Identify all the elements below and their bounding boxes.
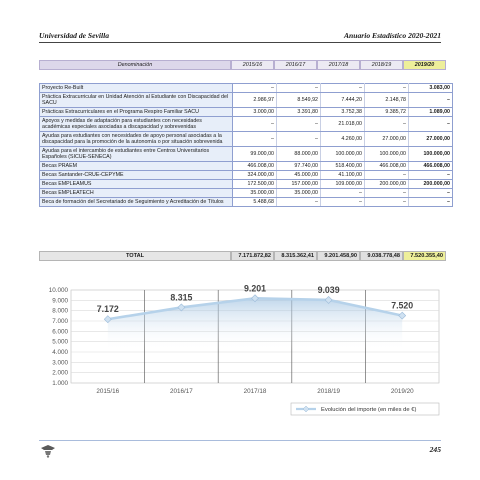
table-row [40,108,453,117]
cell-value: – [409,93,453,108]
row-label: Becas EMPLEAMUS [40,180,233,189]
data-label: 7.172 [96,304,119,315]
total-2019-20: 7.520.355,40 [403,251,446,261]
table-row [40,171,453,180]
cell-value: – [409,198,453,207]
grants-table [39,83,453,207]
y-tick-label: 6.000 [52,328,68,336]
total-2018-19: 9.038.778,48 [360,251,403,261]
cell-value: 518.400,00 [321,162,365,171]
y-tick-label: 7.000 [52,318,68,325]
cell-value: – [277,84,321,93]
cell-value: 9.385,72 [365,108,409,117]
col-header-denominacion: Denominación [39,60,231,70]
row-label: Prácticas Extracurriculares en el Programa Respiro Familiar SACU [40,108,233,117]
table-column-header [39,60,446,70]
cell-value: – [365,198,409,207]
data-label: 7.520 [391,300,414,311]
row-label: Becas EMPLEATECH [40,189,233,198]
cell-value: 100.000,00 [365,147,409,162]
total-2016-17: 8.315.362,41 [274,251,317,261]
cell-value: 100.000,00 [321,147,365,162]
total-2017-18: 9.201.458,90 [317,251,360,261]
table-row [40,198,453,207]
cell-value: 27.000,00 [409,132,453,147]
col-header-2019-20: 2019/20 [403,60,446,70]
cell-value: – [321,198,365,207]
cell-value: 466.008,00 [409,162,453,171]
cell-value: 200.000,00 [409,180,453,189]
row-label: Ayudas para estudiantes con necesidades de apoyo personal asociadas a la discapacidad para la promoción de la autonomía o por situación sobrevenida [40,132,233,147]
page-number: 245 [429,445,441,454]
table-row [40,147,453,162]
cell-value: 157.000,00 [277,180,321,189]
row-label: Beca de formación del Secretariado de Seguimiento y Acreditación de Títulos [40,198,233,207]
table-row [40,84,453,93]
x-tick-label: 2019/20 [390,388,414,395]
y-tick-label: 5.000 [52,338,68,346]
col-header-2018-19: 2018/19 [360,60,403,70]
cell-value: 35.000,00 [233,189,277,198]
data-label: 9.201 [243,283,267,294]
cell-value: – [321,189,365,198]
header-yearbook: Anuario Estadístico 2020-2021 [343,31,441,40]
table-row [40,189,453,198]
x-tick-label: 2018/19 [317,388,340,395]
cell-value: 88.000,00 [277,147,321,162]
cell-value: 109.000,00 [321,180,365,189]
y-tick-label: 1.000 [52,380,68,387]
cell-value: 99.000,00 [233,147,277,162]
legend-label: Evolución del importe (en miles de €) [321,407,417,414]
y-tick-label: 9.000 [52,297,68,305]
x-tick-label: 2015/16 [96,388,120,395]
data-label: 9.039 [317,284,340,295]
cell-value: – [365,117,409,132]
data-label: 8.315 [170,292,193,303]
col-header-2016-17: 2016/17 [274,60,317,70]
cell-value: – [233,132,277,147]
cell-value: 97.740,00 [277,162,321,171]
cell-value: – [277,132,321,147]
table-row [40,93,453,108]
cell-value: 1.089,00 [409,108,453,117]
cell-value: 4.260,00 [321,132,365,147]
evolution-chart [39,282,446,426]
x-tick-label: 2016/17 [170,388,193,395]
row-label: Práctica Extracurricular en Unidad Atención al Estudiante con Discapacidad del SACU [40,93,233,108]
table-row [40,180,453,189]
cell-value: 466.008,00 [365,162,409,171]
row-label: Becas Santander-CRUE-CEPYME [40,171,233,180]
row-label: Apoyos y medidas de adaptación para estudiantes con necesidades académicas especiales asociadas a discapacidad y sobrevenidas [40,117,233,132]
cell-value: 27.000,00 [365,132,409,147]
cell-value: 2.148,78 [365,93,409,108]
line-chart-svg [39,282,446,426]
cell-value: – [277,117,321,132]
cell-value: 7.444,20 [321,93,365,108]
y-tick-label: 2.000 [52,369,68,377]
y-tick-label: 10.000 [48,287,68,294]
cell-value: 100.000,00 [409,147,453,162]
cell-value: 172.500,00 [233,180,277,189]
cell-value: 3.752,38 [321,108,365,117]
cell-value: 35.000,00 [277,189,321,198]
cell-value: – [277,198,321,207]
table-row [40,117,453,132]
x-tick-label: 2017/18 [243,388,267,395]
cell-value: 41.100,00 [321,171,365,180]
cell-value: 45.000,00 [277,171,321,180]
total-label: TOTAL [39,251,231,261]
col-header-2017-18: 2017/18 [317,60,360,70]
cell-value: 324.000,00 [233,171,277,180]
footer-divider [39,440,441,441]
header-university: Universidad de Sevilla [39,31,110,40]
cell-value: – [233,117,277,132]
y-tick-label: 8.000 [52,307,68,315]
cell-value: – [365,189,409,198]
cell-value: – [365,84,409,93]
cell-value: 21.018,00 [321,117,365,132]
col-header-2015-16: 2015/16 [231,60,274,70]
y-tick-label: 3.000 [52,359,68,367]
table-row [40,162,453,171]
cell-value: 3.391,80 [277,108,321,117]
row-label: Ayudas para el intercambio de estudiantes entre Centros Universitarios Españoles (SICUE-SENECA) [40,147,233,162]
cell-value: 5.488,68 [233,198,277,207]
cell-value: 8.549,92 [277,93,321,108]
cell-value: – [409,171,453,180]
cell-value: 200.000,00 [365,180,409,189]
cell-value: – [365,171,409,180]
row-label: Becas PRAEM [40,162,233,171]
table-row [40,132,453,147]
header-divider [39,42,441,43]
y-tick-label: 4.000 [52,349,68,356]
cell-value: – [233,84,277,93]
total-row [39,251,446,261]
cell-value: 3.000,00 [233,108,277,117]
row-label: Proyecto Re-Built [40,84,233,93]
cell-value: 2.986,97 [233,93,277,108]
cell-value: 3.083,00 [409,84,453,93]
cell-value: 466.008,00 [233,162,277,171]
total-2015-16: 7.171.872,82 [231,251,274,261]
cell-value: – [409,189,453,198]
university-seal-icon [40,444,56,458]
cell-value: – [321,84,365,93]
cell-value: – [409,117,453,132]
